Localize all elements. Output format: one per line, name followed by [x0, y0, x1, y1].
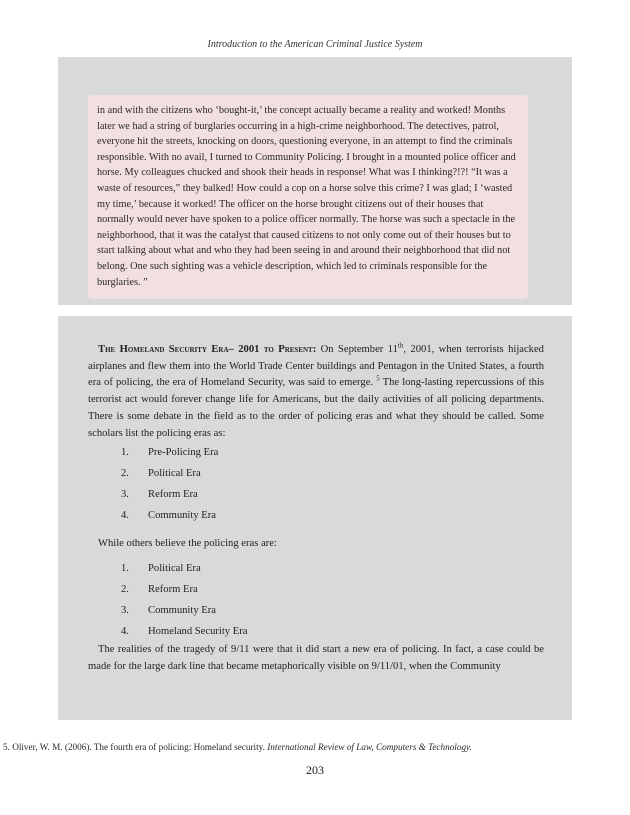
footnote-journal: International Review of Law, Computers & Technology. — [267, 742, 472, 752]
list-label: Political Era — [148, 468, 201, 480]
p1-text-c: The long-lasting repercussions of this terrorist act would forever change life for Americans, but the daily activities of all policing departments. There is some debate in the field as to the order of policing eras and what they should be called. Some scholars list the policing eras as: — [88, 377, 545, 439]
list-label: Pre-Policing Era — [148, 447, 219, 459]
p1-text-b: , 2001, when terrorists hijacked airplanes and flew them into the World Trade Center buildings and Pentagon in the United States, a fourth era of policing, the era of Homeland Security, was said to emerge. — [88, 344, 544, 389]
list-item — [88, 463, 544, 484]
section-heading: The Homeland Security Era– 2001 to Present: — [98, 344, 317, 355]
intro-paragraph — [88, 342, 544, 442]
main-content-panel — [58, 316, 572, 720]
section-body — [88, 342, 544, 676]
list-number: 4. — [121, 626, 129, 638]
ordinal-suffix: th — [397, 341, 404, 350]
footnote-ref[interactable]: 5 — [376, 374, 380, 383]
p1-text-a: On September 11 — [316, 344, 398, 355]
eras-list-first — [88, 442, 544, 526]
list-item — [88, 505, 544, 526]
list-item — [88, 558, 544, 579]
list-item — [88, 579, 544, 600]
list-number: 1. — [121, 447, 129, 459]
list-label: Community Era — [148, 605, 216, 617]
list-label: Reform Era — [148, 489, 198, 501]
list-label: Political Era — [148, 563, 201, 575]
list-intro-text: While others believe the policing eras are: — [98, 538, 277, 550]
footnote-text: 5. Oliver, W. M. (2006). The fourth era of policing: Homeland security. — [3, 742, 268, 752]
quote-text: in and with the citizens who ‘bought-it,’ the concept actually became a reality and worked! Months later we had a string of burglaries occurring in a high-crime neighborhood. The detectives, patrol, everyone hit the streets, knocking on doors, questioning everyone, in an attempt to find the criminals responsible. With no avail, I turned to Community Policing. I brought in a mounted police officer and horse. My colleagues chucked and shook their heads in response! What was I thinking?!?! “It was a waste of resources,” they balked! How could a cop on a horse solve this crime? I was glad; I ‘wasted my time,’ because it worked! The officer on the horse brought citizens out of their houses that normally would never have spoken to a police officer normally. The horse was such a spectacle in the neighborhood, that it was the catalyst that caused citizens to not only come out of their houses but to start talking about what and who they had been seeing in and around their neighborhood that did not belong. One such sighting was a vehicle description, which led to criminals responsible for the burglaries. ” — [97, 105, 516, 288]
list-number: 4. — [121, 510, 129, 522]
list-number: 1. — [121, 563, 129, 575]
list-item — [88, 484, 544, 505]
page-number: 203 — [306, 763, 324, 777]
running-header: Introduction to the American Criminal Justice System — [207, 39, 423, 50]
list-label: Community Era — [148, 510, 216, 522]
list-number: 2. — [121, 584, 129, 596]
closing-paragraph: The realities of the tragedy of 9/11 were that it did start a new era of policing. In fact, a case could be made for the large dark line that became metaphorically visible on 9/11/01, when the Community — [88, 644, 544, 672]
list-item — [88, 442, 544, 463]
list-label: Reform Era — [148, 584, 198, 596]
list-number: 2. — [121, 468, 129, 480]
quote-panel — [58, 57, 572, 305]
list-label: Homeland Security Era — [148, 626, 248, 638]
eras-list-second — [88, 558, 544, 642]
list-number: 3. — [121, 605, 129, 617]
list-item — [88, 600, 544, 621]
quote-box — [88, 95, 528, 299]
footnote — [3, 742, 472, 752]
list-item — [88, 621, 544, 642]
list-number: 3. — [121, 489, 129, 501]
